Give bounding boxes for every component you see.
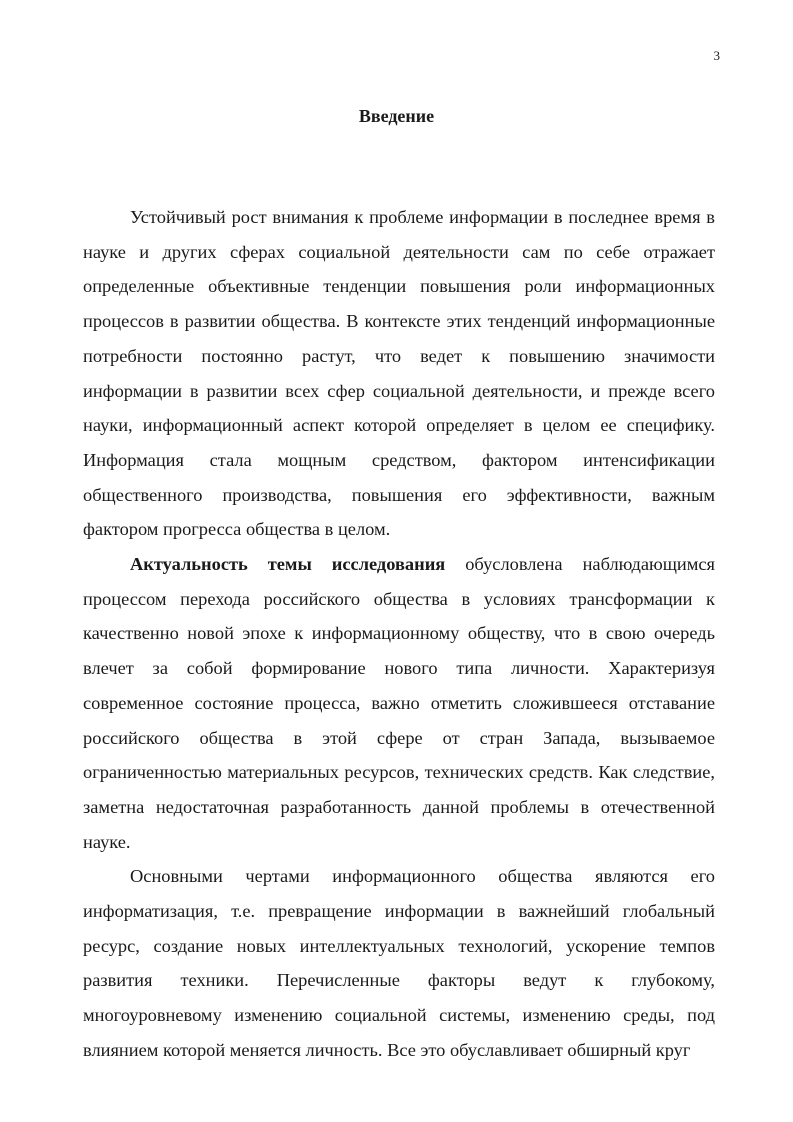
relevance-lead: Актуальность темы исследования [130,554,446,575]
page-number: 3 [713,48,720,63]
page-title: Введение [358,106,435,126]
paragraph-relevance-text: обусловлена наблюдающимся процессом перехода российского общества в условиях трансформации к качественно новой эпохе к информационному обществу, что в свою очередь влечет за собой формирование нового типа личности. Характеризуя современное состояние процесса, важно отметить сложившееся отставание российского общества в этой сфере от стран Запада, вызываемое ограниченностью материальных ресурсов, технических средств. Как следствие, заметна недостаточная разработанность данной проблемы в отечественной науке. [83,554,715,852]
paragraph-relevance [83,547,715,859]
paragraph-features-text: Основными чертами информационного общества являются его информатизация, т.е. превращение информации в важнейший глобальный ресурс, создание новых интеллектуальных технологий, ускорение темпов развития техники. Перечисленные факторы ведут к глубокому, многоуровневому изменению социальной системы, изменению среды, под влиянием которой меняется личность. Все это обуславливает обширный круг [83,866,715,1060]
paragraph-features [83,859,715,1067]
paragraph-intro-text: Устойчивый рост внимания к проблеме информации в последнее время в науке и других сферах социальной деятельности сам по себе отражает определенные объективные тенденции повышения роли информационных процессов в развитии общества. В контексте этих тенденций информационные потребности постоянно растут, что ведет к повышению значимости информации в развитии всех сфер социальной деятельности, и прежде всего науки, информационный аспект которой определяет в целом ее специфику. Информация стала мощным средством, фактором интенсификации общественного производства, повышения его эффективности, важным фактором прогресса общества в целом. [83,207,715,540]
body-text [83,200,715,1068]
paragraph-intro [83,200,715,547]
